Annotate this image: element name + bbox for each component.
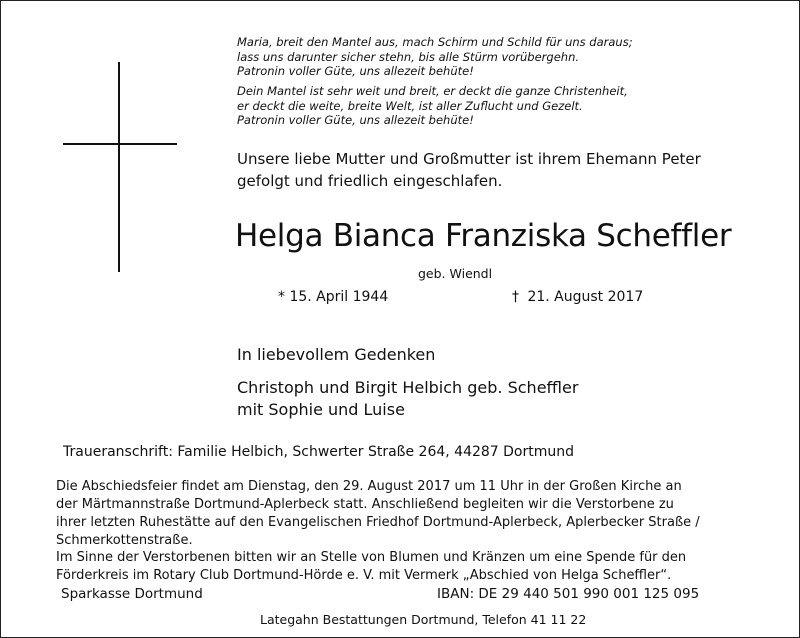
death-date: 21. August 2017 — [527, 289, 644, 305]
paragraph-line: der Märtmannstraße Dortmund-Aplerbeck statt. Anschließend begleiten wir die Verstorbene zu — [56, 497, 674, 512]
poem-line: er deckt die weite, breite Welt, ist aller Zuflucht und Gezelt. — [237, 98, 583, 113]
paragraph-line: Im Sinne der Verstorbenen bitten wir an Stelle von Blumen und Kränzen um eine Spende für den — [56, 550, 687, 565]
poem-stanza-1 — [237, 35, 633, 79]
poem-line: Maria, breit den Mantel aus, mach Schirm und Schild für uns daraus; — [237, 35, 633, 49]
intro-text — [237, 148, 701, 192]
dagger-icon: † — [512, 289, 519, 305]
family-line: mit Sophie und Luise — [237, 400, 405, 419]
paragraph-line: ihrer letzten Ruhestätte auf den Evangelischen Friedhof Dortmund-Aplerbeck, Aplerbecker Straße / — [56, 515, 700, 530]
poem-stanza-2 — [237, 84, 628, 128]
death-date-group — [512, 289, 643, 305]
intro-line: Unsere liebe Mutter und Großmutter ist ihrem Ehemann Peter — [237, 150, 701, 168]
family-names — [237, 377, 578, 421]
paragraph-line: Schmerkottenstraße. — [56, 533, 193, 548]
poem-line: Patronin voller Güte, uns allezeit behüte! — [237, 64, 474, 78]
cross-horizontal-bar — [63, 143, 177, 145]
intro-line: gefolgt und friedlich eingeschlafen. — [237, 172, 503, 190]
poem-line: lass uns darunter sicher stehn, bis alle Stürm vorübergehn. — [237, 49, 580, 64]
poem-line: Dein Mantel ist sehr weit und breit, er deckt die ganze Christenheit, — [237, 84, 628, 98]
paragraph-line: Förderkreis im Rotary Club Dortmund-Hörde e. V. mit Vermerk „Abschied von Helga Scheffler“. — [56, 568, 672, 583]
ceremony-paragraph — [56, 478, 700, 550]
poem-line: Patronin voller Güte, uns allezeit behüte! — [237, 113, 474, 127]
bank-name: Sparkasse Dortmund — [61, 586, 203, 602]
funeral-home-footer: Lategahn Bestattungen Dortmund, Telefon 41 11 22 — [260, 612, 587, 627]
deceased-name: Helga Bianca Franziska Scheffler — [235, 218, 732, 254]
bank-iban: IBAN: DE 29 440 501 990 001 125 095 — [437, 586, 700, 602]
memory-heading: In liebevollem Gedenken — [237, 345, 436, 364]
family-line: Christoph und Birgit Helbich geb. Scheffler — [237, 378, 579, 397]
birth-date: * 15. April 1944 — [278, 289, 389, 305]
paragraph-line: Die Abschiedsfeier findet am Dienstag, den 29. August 2017 um 11 Uhr in der Großen Kirche an — [56, 479, 682, 494]
birth-name: geb. Wiendl — [418, 266, 493, 281]
cross-vertical-bar — [118, 62, 120, 272]
mourning-address: Traueranschrift: Familie Helbich, Schwerter Straße 264, 44287 Dortmund — [63, 444, 575, 460]
donation-paragraph — [56, 549, 686, 585]
